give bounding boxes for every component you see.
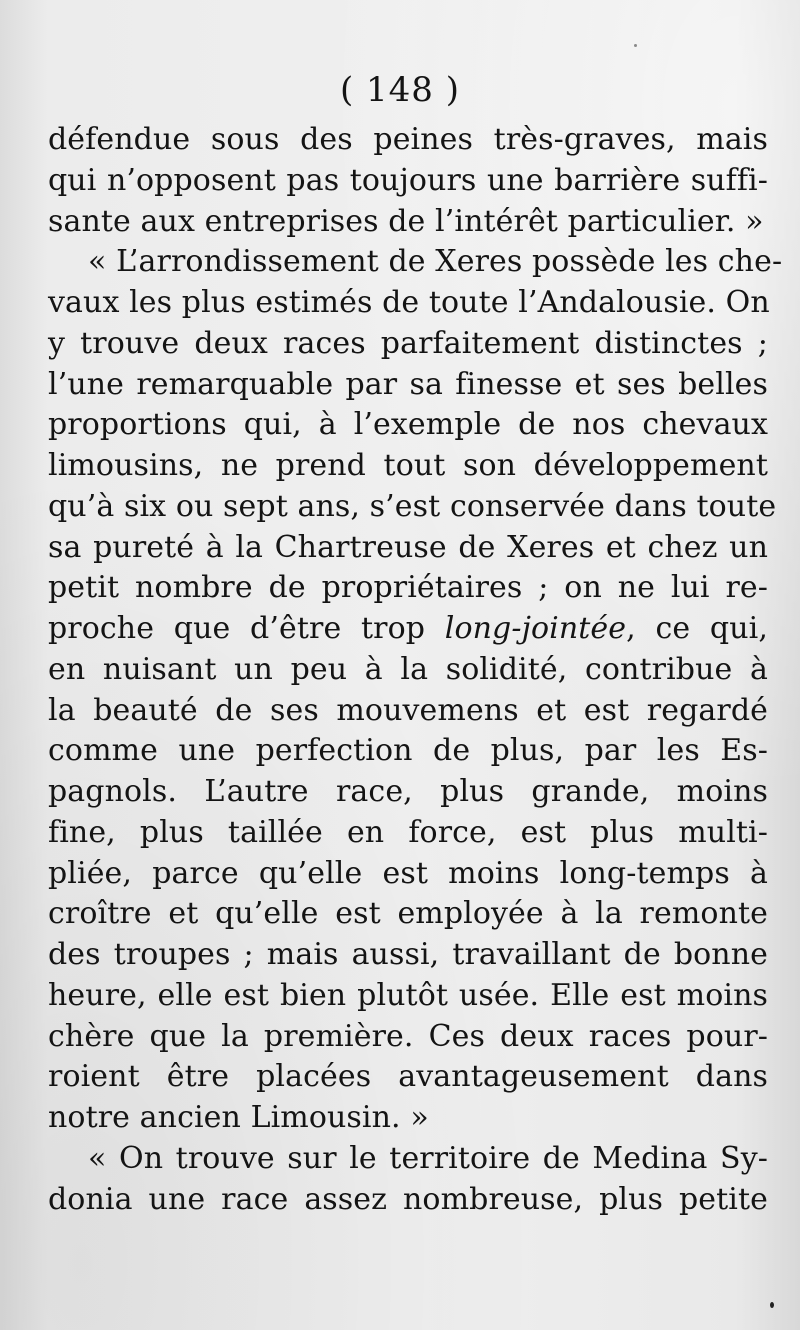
text-line [48,813,768,854]
line-text: proportions qui, à l’exemple de nos chevaux [48,407,768,443]
line-text: des troupes ; mais aussi, travaillant de bonne [48,937,768,972]
line-text: pagnols. L’autre race, plus grande, moins [48,774,768,809]
line-text: sa pureté à la Chartreuse de Xeres et chez un [48,529,768,565]
line-text: en nuisant un peu à la solidité, contribue à [48,651,768,687]
line-text: défendue sous des peines très-graves, mais [48,122,768,157]
text-line [48,854,768,895]
line-text: qu’à six ou sept ans, s’est conservée dans toute [48,488,777,524]
line-text: notre ancien Limousin. » [48,1100,429,1135]
text-line [48,772,768,813]
text-line [48,650,768,691]
text-line [48,487,777,528]
line-text: heure, elle est bien plutôt usée. Elle est moins [48,977,768,1013]
line-text: roient être placées avantageusement dans [48,1059,768,1095]
line-text: sante aux entreprises de l’intérêt particulier. » [48,203,764,239]
text-line [48,202,768,243]
line-text: fine, plus taillée en force, est plus multi- [48,814,768,850]
line-text: « On trouve sur le territoire de Medina Sy- [88,1140,768,1176]
ink-speck [634,44,637,47]
line-text: « L’arrondissement de Xeres possède les che- [88,244,783,280]
text-line [48,568,768,609]
text-line [48,731,768,772]
line-text: donia une race assez nombreuse, plus petite [48,1181,768,1217]
line-text: pliée, parce qu’elle est moins long-temps à [48,855,768,891]
text-line [48,609,768,650]
text-line [48,283,768,324]
ink-speck [770,1302,774,1308]
text-line [48,528,768,569]
text-line [48,1057,768,1098]
text-line [48,1139,768,1180]
line-text: l’une remarquable par sa finesse et ses belles [48,366,768,402]
line-text: croître et qu’elle est employée à la remonte [48,896,768,932]
text-line [48,365,768,406]
text-line [48,1017,768,1058]
italic-text: long-jointée [444,611,627,646]
body-text [48,120,783,1220]
line-text: y trouve deux races parfaitement distinctes ; [48,325,768,361]
text-line [48,894,768,935]
line-text: vaux les plus estimés de toute l’Andalousie. On [48,285,770,320]
line-text: , ce qui, [626,611,768,646]
line-text: la beauté de ses mouvemens et est regardé [48,692,768,728]
text-line [48,976,768,1017]
line-text: petit nombre de propriétaires ; on ne lui re- [48,570,768,606]
text-line [48,242,783,283]
line-text: chère que la première. Ces deux races pour- [48,1018,768,1054]
text-line [48,161,768,202]
text-line [48,935,768,976]
text-line [48,1098,768,1139]
page-number: ( 148 ) [339,70,461,110]
line-text: qui n’opposent pas toujours une barrière suffi- [48,162,768,198]
text-line [48,446,768,487]
line-text: limousins, ne prend tout son développement [48,448,768,483]
text-line [48,691,768,732]
text-line [48,120,768,161]
line-text: comme une perfection de plus, par les Es- [48,733,768,769]
text-line [48,1180,768,1221]
text-line [48,324,768,365]
text-line [48,405,768,446]
line-text: proche que d’être trop [48,611,445,646]
